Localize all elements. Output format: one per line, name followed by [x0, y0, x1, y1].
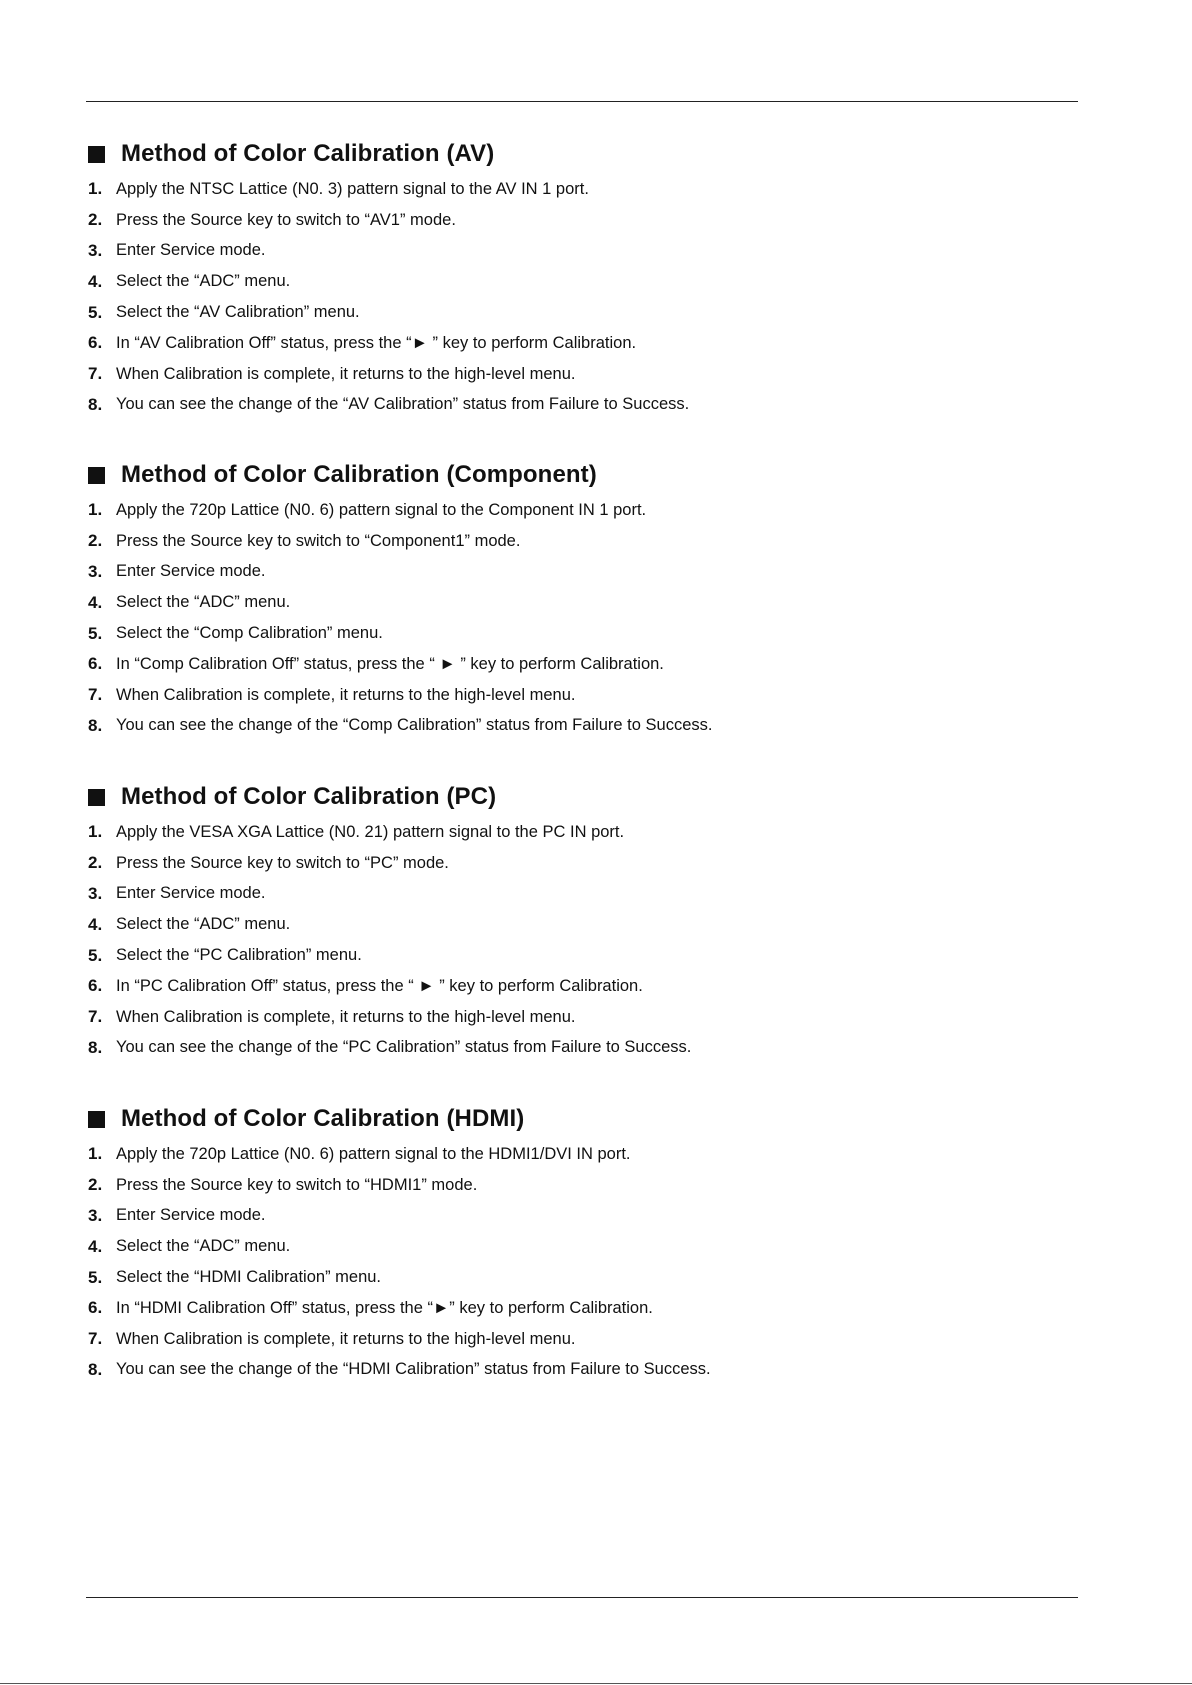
- step-number: 6.: [88, 333, 103, 353]
- list-item: [88, 649, 1088, 680]
- square-bullet-icon: [88, 789, 105, 806]
- step-number: 2.: [88, 853, 103, 873]
- list-item: [88, 1324, 1088, 1355]
- step-text: Enter Service mode.: [116, 241, 266, 260]
- step-text: Select the “ADC” menu.: [116, 915, 291, 934]
- step-text: Select the “AV Calibration” menu.: [116, 303, 360, 322]
- list-item: [88, 1002, 1088, 1033]
- step-number: 7.: [88, 1007, 103, 1027]
- list-item: [88, 587, 1088, 618]
- step-number: 8.: [88, 394, 103, 414]
- step-text: Apply the 720p Lattice (N0. 6) pattern signal to the HDMI1/DVI IN port.: [116, 1144, 631, 1163]
- step-number: 1.: [88, 179, 103, 199]
- step-number: 7.: [88, 364, 103, 384]
- list-item: [88, 817, 1088, 848]
- list-item: [88, 205, 1088, 236]
- step-text: You can see the change of the “Comp Calibration” status from Failure to Success.: [116, 716, 713, 735]
- section-title: Method of Color Calibration (AV): [121, 140, 495, 167]
- step-text: In “PC Calibration Off” status, press the “ ► ” key to perform Calibration.: [116, 976, 643, 995]
- step-text: In “HDMI Calibration Off” status, press the “►” key to perform Calibration.: [116, 1298, 653, 1317]
- steps-list: [88, 495, 1088, 741]
- list-item: [88, 1231, 1088, 1262]
- page-edge-divider: [0, 1683, 1192, 1684]
- step-number: 6.: [88, 654, 103, 674]
- list-item: [88, 1033, 1088, 1064]
- list-item: [88, 1201, 1088, 1232]
- section-heading: [88, 459, 1088, 491]
- list-item: [88, 174, 1088, 205]
- list-item: [88, 680, 1088, 711]
- step-number: 8.: [88, 715, 103, 735]
- step-text: Select the “PC Calibration” menu.: [116, 946, 362, 965]
- step-text: Press the Source key to switch to “Component1” mode.: [116, 531, 521, 550]
- step-number: 2.: [88, 531, 103, 551]
- list-item: [88, 236, 1088, 267]
- section-title: Method of Color Calibration (Component): [121, 461, 597, 488]
- step-text: You can see the change of the “HDMI Calibration” status from Failure to Success.: [116, 1360, 711, 1379]
- list-item: [88, 848, 1088, 879]
- list-item: [88, 971, 1088, 1002]
- step-text: When Calibration is complete, it returns to the high-level menu.: [116, 685, 576, 704]
- step-text: In “AV Calibration Off” status, press the “► ” key to perform Calibration.: [116, 333, 637, 352]
- list-item: [88, 909, 1088, 940]
- step-number: 3.: [88, 1205, 103, 1225]
- step-number: 4.: [88, 914, 103, 934]
- section-heading: [88, 138, 1088, 170]
- list-item: [88, 328, 1088, 359]
- step-text: Apply the VESA XGA Lattice (N0. 21) pattern signal to the PC IN port.: [116, 822, 625, 841]
- section-title: Method of Color Calibration (PC): [121, 783, 497, 810]
- section-hdmi-calibration: [88, 1103, 1088, 1385]
- list-item: [88, 711, 1088, 742]
- list-item: [88, 359, 1088, 390]
- list-item: [88, 557, 1088, 588]
- step-text: Press the Source key to switch to “PC” mode.: [116, 853, 449, 872]
- square-bullet-icon: [88, 467, 105, 484]
- header-divider: [86, 101, 1078, 102]
- step-text: You can see the change of the “PC Calibration” status from Failure to Success.: [116, 1038, 692, 1057]
- section-component-calibration: [88, 459, 1088, 741]
- list-item: [88, 940, 1088, 971]
- step-text: Press the Source key to switch to “AV1” mode.: [116, 210, 456, 229]
- list-item: [88, 1262, 1088, 1293]
- step-text: When Calibration is complete, it returns to the high-level menu.: [116, 364, 576, 383]
- section-title: Method of Color Calibration (HDMI): [121, 1105, 525, 1132]
- step-text: Enter Service mode.: [116, 1206, 266, 1225]
- list-item: [88, 1293, 1088, 1324]
- step-number: 5.: [88, 945, 103, 965]
- step-number: 1.: [88, 822, 103, 842]
- list-item: [88, 526, 1088, 557]
- step-number: 2.: [88, 1175, 103, 1195]
- square-bullet-icon: [88, 1111, 105, 1128]
- section-heading: [88, 1103, 1088, 1135]
- step-number: 3.: [88, 240, 103, 260]
- step-number: 7.: [88, 1329, 103, 1349]
- step-number: 3.: [88, 883, 103, 903]
- list-item: [88, 1355, 1088, 1386]
- step-number: 5.: [88, 1267, 103, 1287]
- list-item: [88, 266, 1088, 297]
- step-number: 8.: [88, 1359, 103, 1379]
- list-item: [88, 1170, 1088, 1201]
- section-heading: [88, 781, 1088, 813]
- step-number: 8.: [88, 1037, 103, 1057]
- step-number: 3.: [88, 561, 103, 581]
- steps-list: [88, 174, 1088, 420]
- step-number: 7.: [88, 685, 103, 705]
- step-number: 2.: [88, 210, 103, 230]
- step-number: 1.: [88, 1144, 103, 1164]
- step-number: 4.: [88, 1236, 103, 1256]
- list-item: [88, 495, 1088, 526]
- list-item: [88, 879, 1088, 910]
- step-text: Select the “ADC” menu.: [116, 272, 291, 291]
- section-pc-calibration: [88, 781, 1088, 1063]
- step-text: Enter Service mode.: [116, 562, 266, 581]
- step-text: In “Comp Calibration Off” status, press the “ ► ” key to perform Calibration.: [116, 654, 664, 673]
- step-text: Select the “ADC” menu.: [116, 593, 291, 612]
- footer-divider: [86, 1597, 1078, 1598]
- step-text: Select the “Comp Calibration” menu.: [116, 624, 383, 643]
- steps-list: [88, 1139, 1088, 1385]
- step-number: 4.: [88, 592, 103, 612]
- step-number: 4.: [88, 271, 103, 291]
- step-text: Press the Source key to switch to “HDMI1” mode.: [116, 1175, 478, 1194]
- list-item: [88, 390, 1088, 421]
- section-av-calibration: [88, 138, 1088, 420]
- step-text: You can see the change of the “AV Calibration” status from Failure to Success.: [116, 395, 690, 414]
- steps-list: [88, 817, 1088, 1063]
- step-number: 6.: [88, 1298, 103, 1318]
- step-number: 1.: [88, 500, 103, 520]
- step-text: When Calibration is complete, it returns to the high-level menu.: [116, 1007, 576, 1026]
- step-number: 5.: [88, 302, 103, 322]
- list-item: [88, 618, 1088, 649]
- square-bullet-icon: [88, 146, 105, 163]
- step-text: Apply the NTSC Lattice (N0. 3) pattern signal to the AV IN 1 port.: [116, 179, 589, 198]
- step-number: 5.: [88, 623, 103, 643]
- step-number: 6.: [88, 976, 103, 996]
- step-text: When Calibration is complete, it returns to the high-level menu.: [116, 1329, 576, 1348]
- step-text: Apply the 720p Lattice (N0. 6) pattern signal to the Component IN 1 port.: [116, 500, 647, 519]
- list-item: [88, 1139, 1088, 1170]
- step-text: Select the “ADC” menu.: [116, 1237, 291, 1256]
- step-text: Select the “HDMI Calibration” menu.: [116, 1268, 382, 1287]
- list-item: [88, 297, 1088, 328]
- step-text: Enter Service mode.: [116, 884, 266, 903]
